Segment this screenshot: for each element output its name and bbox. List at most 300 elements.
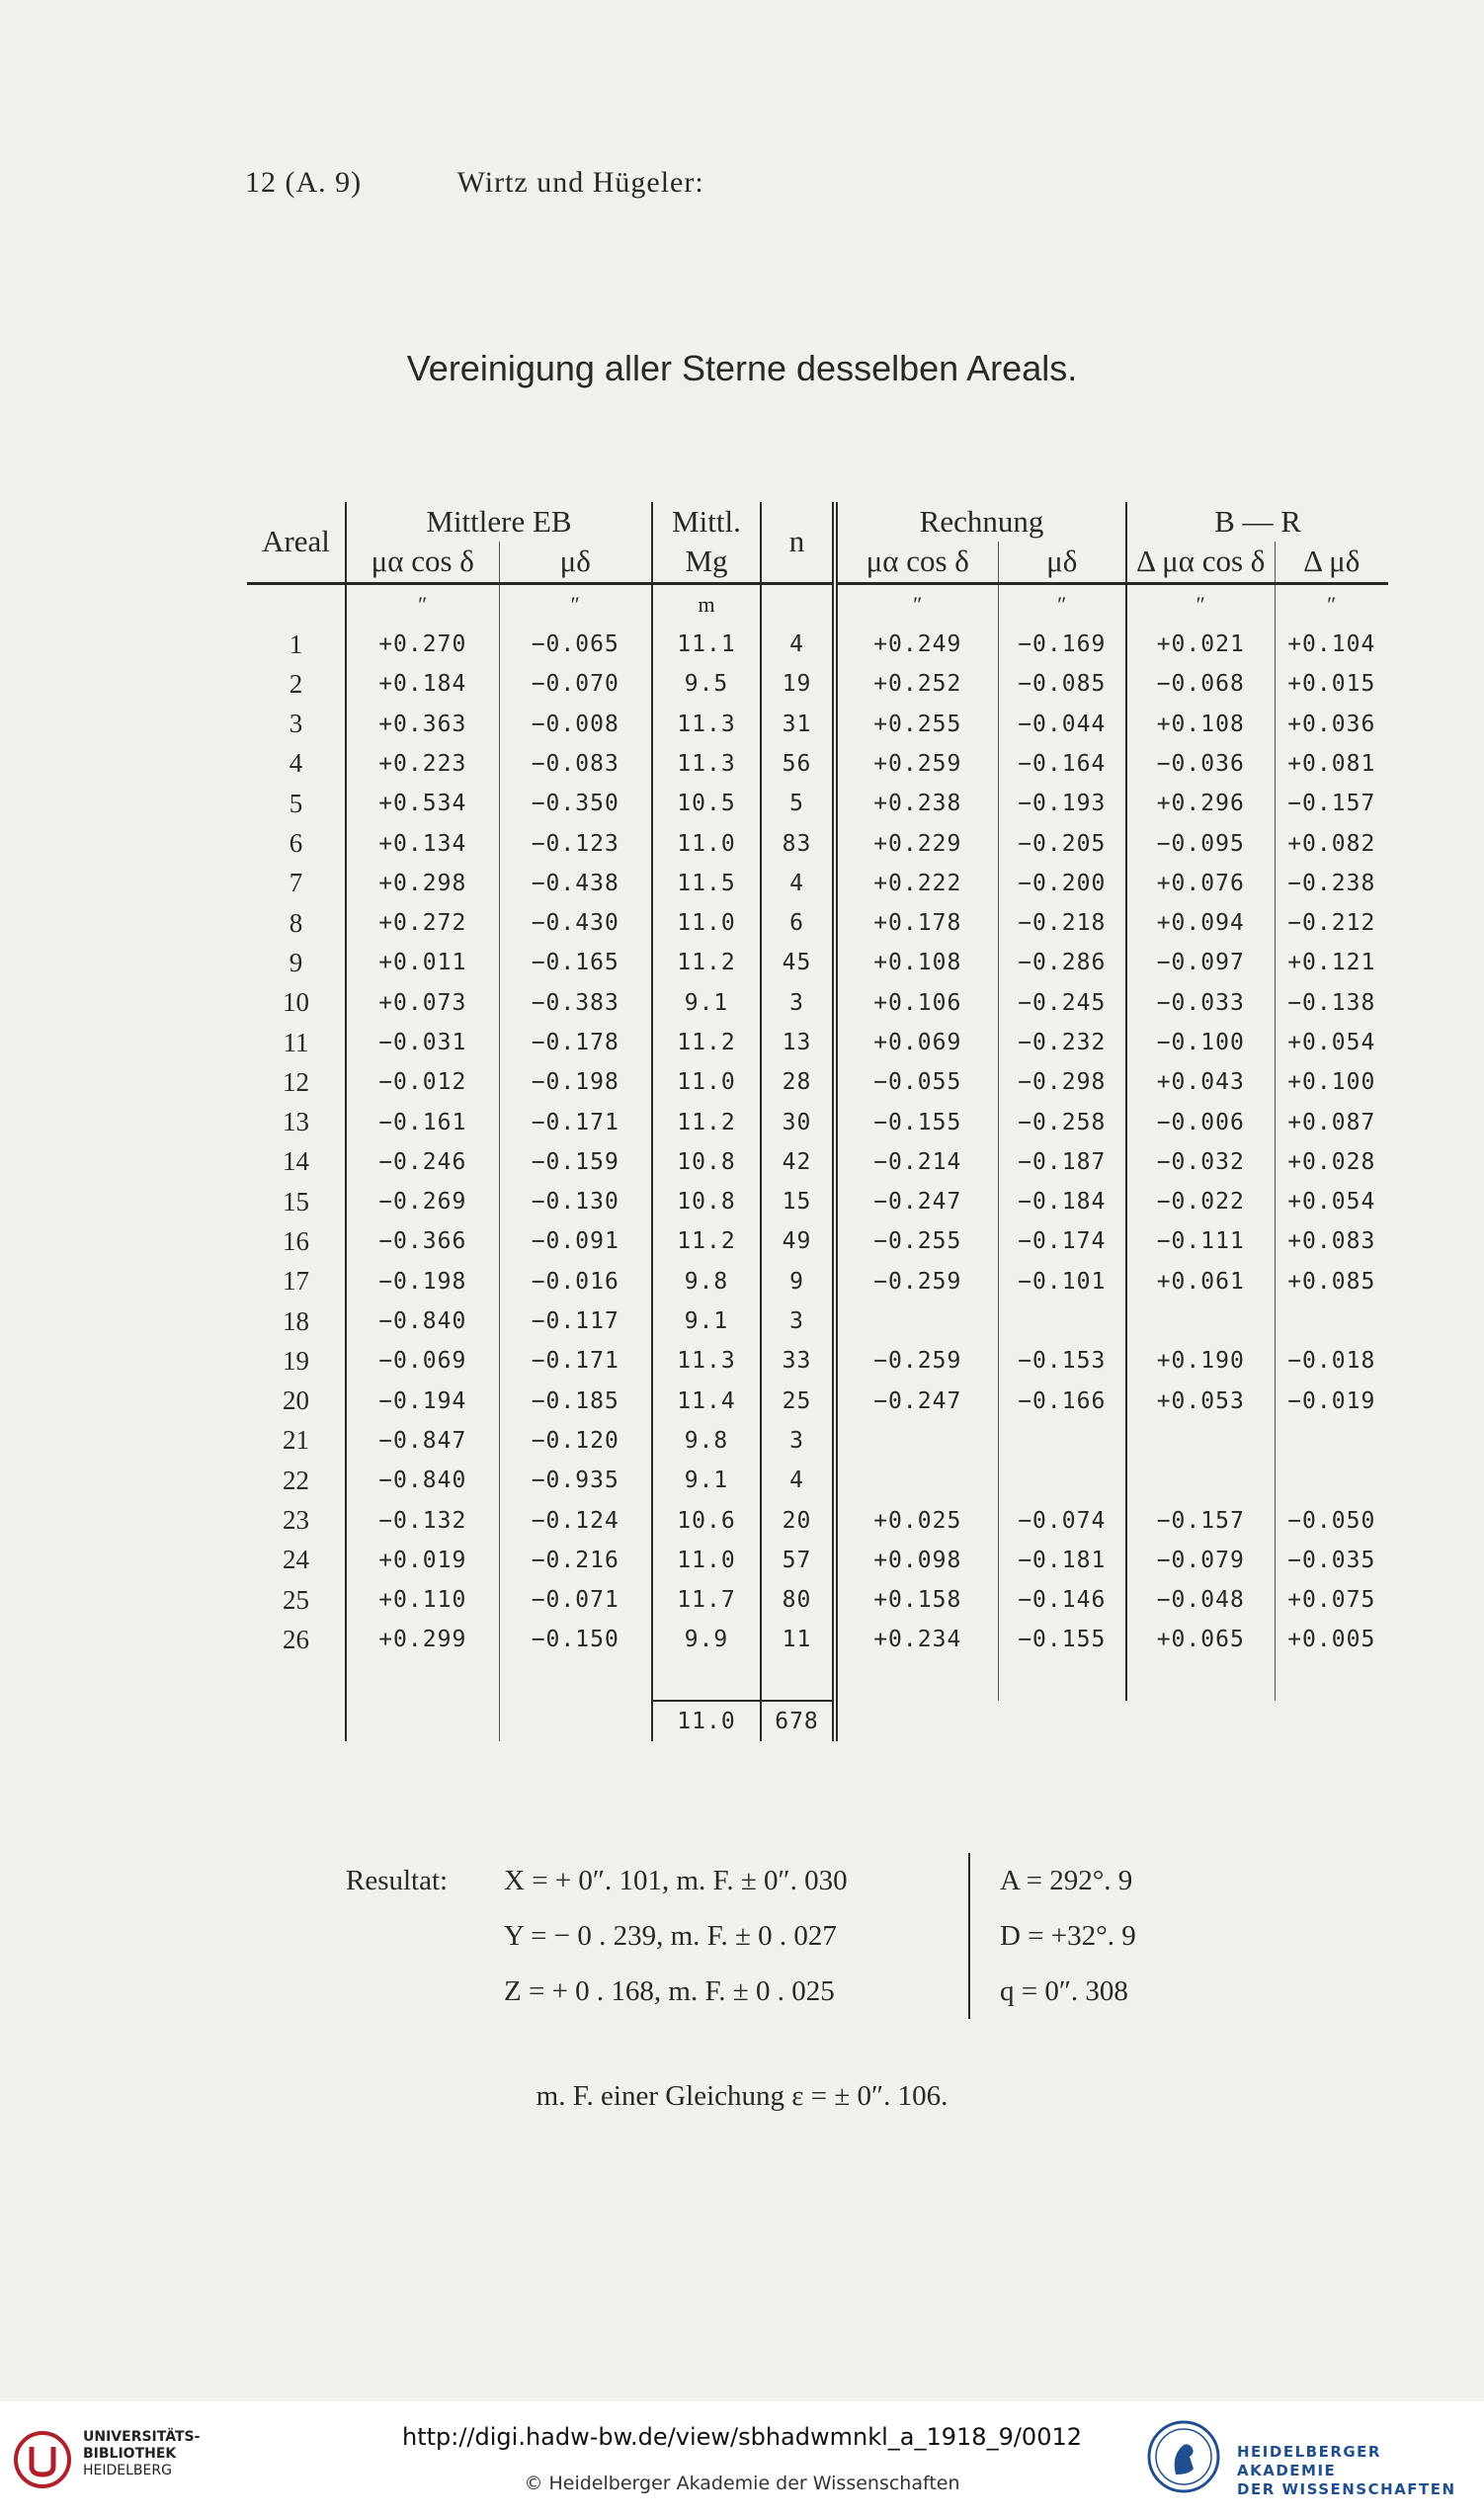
eb-mu-alpha: −0.840 [346, 1461, 499, 1500]
star-count: 4 [761, 1461, 835, 1500]
areal-number: 2 [289, 668, 303, 699]
diff-mu-delta: +0.082 [1275, 823, 1388, 863]
star-count: 49 [761, 1221, 835, 1261]
header-mu-alpha: μα cos δ [346, 542, 499, 583]
calc-mu-alpha [835, 1421, 998, 1461]
ub-line: BIBLIOTHEK [83, 2446, 177, 2462]
star-count: 3 [761, 1301, 835, 1341]
result-line [346, 1964, 1217, 2019]
table-row [247, 1580, 1388, 1620]
result-block [346, 1853, 1217, 2019]
calc-mu-delta: −0.286 [998, 943, 1126, 982]
eb-mu-delta: −0.198 [499, 1062, 652, 1102]
eb-mu-alpha: +0.019 [346, 1541, 499, 1580]
eb-mu-alpha: +0.270 [346, 625, 499, 664]
calc-mu-delta: −0.258 [998, 1102, 1126, 1141]
calc-mu-delta: −0.181 [998, 1541, 1126, 1580]
star-count: 5 [761, 784, 835, 823]
areal-number: 10 [283, 987, 309, 1018]
star-count: 83 [761, 823, 835, 863]
calc-mu-delta: −0.218 [998, 903, 1126, 943]
diff-mu-alpha: +0.296 [1126, 784, 1275, 823]
eb-mu-delta: −0.124 [499, 1500, 652, 1540]
header-diff-mu-alpha: Δ μα cos δ [1126, 542, 1275, 583]
eb-mu-alpha: −0.031 [346, 1023, 499, 1062]
eb-mu-alpha: −0.069 [346, 1341, 499, 1381]
source-url-link[interactable]: http://digi.hadw-bw.de/view/sbhadwmnkl_a_1918_9/0012 [401, 2423, 1083, 2451]
result-expr-y: Y = − 0 . 239, m. F. ± 0 . 027 [504, 1920, 837, 1952]
areal-number: 21 [283, 1425, 309, 1456]
mean-mg: 11.2 [652, 943, 761, 982]
eb-mu-delta: −0.070 [499, 664, 652, 704]
areal-number: 18 [283, 1305, 309, 1336]
calc-mu-delta [998, 1421, 1126, 1461]
table-row [247, 1023, 1388, 1062]
mean-mg: 9.8 [652, 1262, 761, 1301]
diff-mu-delta: +0.081 [1275, 744, 1388, 784]
table-row [247, 864, 1388, 903]
unit-label: ″ [835, 583, 998, 625]
star-count: 30 [761, 1102, 835, 1141]
table-row [247, 1541, 1388, 1580]
ub-line: HEIDELBERG [83, 2463, 172, 2478]
eb-mu-alpha: +0.299 [346, 1620, 499, 1659]
areal-number: 11 [283, 1027, 309, 1057]
eb-mu-delta: −0.383 [499, 983, 652, 1023]
diff-mu-alpha: −0.079 [1126, 1541, 1275, 1580]
calc-mu-alpha: +0.252 [835, 664, 998, 704]
calc-mu-alpha: −0.247 [835, 1182, 998, 1221]
diff-mu-delta: +0.005 [1275, 1620, 1388, 1659]
diff-mu-delta: +0.015 [1275, 664, 1388, 704]
calc-mu-delta: −0.074 [998, 1500, 1126, 1540]
areal-number: 4 [289, 748, 303, 779]
table-row [247, 823, 1388, 863]
mean-mg: 11.2 [652, 1023, 761, 1062]
diff-mu-delta: −0.050 [1275, 1500, 1388, 1540]
diff-mu-alpha: −0.068 [1126, 664, 1275, 704]
calc-mu-delta: −0.174 [998, 1221, 1126, 1261]
mean-mg: 11.0 [652, 1062, 761, 1102]
areal-number: 6 [289, 828, 303, 859]
areal-number: 17 [283, 1266, 309, 1297]
star-count: 33 [761, 1341, 835, 1381]
diff-mu-alpha: +0.065 [1126, 1620, 1275, 1659]
eb-mu-alpha: +0.534 [346, 784, 499, 823]
mean-mg: 11.3 [652, 1341, 761, 1381]
diff-mu-alpha: −0.111 [1126, 1221, 1275, 1261]
diff-mu-alpha: −0.048 [1126, 1580, 1275, 1620]
areal-number: 24 [283, 1545, 309, 1575]
table-row [247, 784, 1388, 823]
areal-number: 22 [283, 1465, 309, 1495]
calc-mu-delta: −0.205 [998, 823, 1126, 863]
mean-mg: 11.0 [652, 903, 761, 943]
diff-mu-alpha: −0.157 [1126, 1500, 1275, 1540]
eb-mu-delta: −0.159 [499, 1142, 652, 1182]
calc-mu-alpha: +0.178 [835, 903, 998, 943]
diff-mu-alpha: +0.021 [1126, 625, 1275, 664]
diff-mu-delta: +0.100 [1275, 1062, 1388, 1102]
star-count: 56 [761, 744, 835, 784]
star-count: 25 [761, 1382, 835, 1421]
diff-mu-delta: +0.075 [1275, 1580, 1388, 1620]
mean-mg: 10.8 [652, 1142, 761, 1182]
star-count: 42 [761, 1142, 835, 1182]
calc-mu-delta: −0.085 [998, 664, 1126, 704]
eb-mu-delta: −0.171 [499, 1102, 652, 1141]
calc-mu-delta: −0.187 [998, 1142, 1126, 1182]
diff-mu-delta: −0.157 [1275, 784, 1388, 823]
running-header [245, 166, 704, 200]
mean-mg: 11.2 [652, 1102, 761, 1141]
eb-mu-delta: −0.150 [499, 1620, 652, 1659]
calc-mu-delta: −0.164 [998, 744, 1126, 784]
diff-mu-alpha: +0.043 [1126, 1062, 1275, 1102]
eb-mu-delta: −0.123 [499, 823, 652, 863]
diff-mu-alpha: −0.032 [1126, 1142, 1275, 1182]
areal-number: 16 [283, 1225, 309, 1256]
mean-mg: 9.9 [652, 1620, 761, 1659]
areal-number: 25 [283, 1584, 309, 1615]
mean-mg: 9.1 [652, 983, 761, 1023]
calc-mu-delta: −0.155 [998, 1620, 1126, 1659]
header-authors: Wirtz und Hügeler: [456, 166, 704, 199]
diff-mu-alpha: −0.022 [1126, 1182, 1275, 1221]
calc-mu-alpha: −0.259 [835, 1341, 998, 1381]
diff-mu-alpha [1126, 1421, 1275, 1461]
mean-mg: 9.8 [652, 1421, 761, 1461]
diff-mu-delta: −0.019 [1275, 1382, 1388, 1421]
diff-mu-alpha: −0.100 [1126, 1023, 1275, 1062]
diff-mu-delta: +0.121 [1275, 943, 1388, 982]
areal-number: 13 [283, 1107, 309, 1137]
table-row [247, 1142, 1388, 1182]
eb-mu-alpha: +0.184 [346, 664, 499, 704]
areal-number: 7 [289, 868, 303, 898]
table-row [247, 1182, 1388, 1221]
mean-mg: 11.5 [652, 864, 761, 903]
result-line [346, 1853, 1217, 1908]
areal-table [247, 502, 1388, 1741]
calc-mu-delta: −0.044 [998, 704, 1126, 743]
calc-mu-delta: −0.200 [998, 864, 1126, 903]
result-side-q: q = 0″. 308 [968, 1964, 1217, 2019]
diff-mu-alpha: −0.097 [1126, 943, 1275, 982]
eb-mu-alpha: −0.198 [346, 1262, 499, 1301]
diff-mu-delta: +0.036 [1275, 704, 1388, 743]
copyright-text: © Heidelberger Akademie der Wissenschaften [524, 2473, 960, 2494]
eb-mu-delta: −0.185 [499, 1382, 652, 1421]
areal-number: 5 [289, 788, 303, 818]
diff-mu-delta: +0.083 [1275, 1221, 1388, 1261]
areal-number: 20 [283, 1385, 309, 1416]
diff-mu-delta: −0.212 [1275, 903, 1388, 943]
eb-mu-alpha: −0.012 [346, 1062, 499, 1102]
unit-label: m [652, 583, 761, 625]
spacer-row [247, 1660, 1388, 1701]
eb-mu-delta: −0.216 [499, 1541, 652, 1580]
areal-number: 26 [283, 1624, 309, 1654]
footer-bar [0, 2401, 1484, 2517]
star-count: 28 [761, 1062, 835, 1102]
mean-mg: 11.4 [652, 1382, 761, 1421]
table-row [247, 1421, 1388, 1461]
eb-mu-alpha: −0.269 [346, 1182, 499, 1221]
diff-mu-delta: −0.138 [1275, 983, 1388, 1023]
header-areal: Areal [247, 502, 346, 583]
mean-mg: 9.5 [652, 664, 761, 704]
table-row [247, 943, 1388, 982]
calc-mu-alpha: +0.108 [835, 943, 998, 982]
diff-mu-alpha: −0.006 [1126, 1102, 1275, 1141]
calc-mu-delta: −0.146 [998, 1580, 1126, 1620]
calc-mu-alpha: +0.259 [835, 744, 998, 784]
mean-mg: 11.2 [652, 1221, 761, 1261]
header-mittlere-eb: Mittlere EB [346, 502, 652, 542]
mean-mg: 11.1 [652, 625, 761, 664]
table-row [247, 1341, 1388, 1381]
star-count: 4 [761, 864, 835, 903]
eb-mu-delta: −0.083 [499, 744, 652, 784]
calc-mu-delta: −0.193 [998, 784, 1126, 823]
diff-mu-delta: −0.035 [1275, 1541, 1388, 1580]
mean-mg: 11.0 [652, 1541, 761, 1580]
star-count: 45 [761, 943, 835, 982]
star-count: 31 [761, 704, 835, 743]
table-row [247, 744, 1388, 784]
areal-number: 15 [283, 1186, 309, 1217]
table-row [247, 1620, 1388, 1659]
header-calc-mu-alpha: μα cos δ [835, 542, 998, 583]
table-body [247, 583, 1388, 1660]
calc-mu-alpha: +0.234 [835, 1620, 998, 1659]
calc-mu-alpha: −0.259 [835, 1262, 998, 1301]
calc-mu-alpha: +0.229 [835, 823, 998, 863]
diff-mu-alpha: +0.076 [1126, 864, 1275, 903]
table-row [247, 1461, 1388, 1500]
calc-mu-alpha: −0.155 [835, 1102, 998, 1141]
areal-number: 1 [289, 629, 303, 659]
header-rechnung: Rechnung [835, 502, 1126, 542]
result-side-d: D = +32°. 9 [968, 1908, 1217, 1964]
unit-label: ″ [998, 583, 1126, 625]
eb-mu-alpha: +0.110 [346, 1580, 499, 1620]
star-count: 3 [761, 983, 835, 1023]
diff-mu-delta: −0.238 [1275, 864, 1388, 903]
areal-number: 3 [289, 709, 303, 739]
star-count: 19 [761, 664, 835, 704]
calc-mu-alpha: −0.214 [835, 1142, 998, 1182]
equation-error-line: m. F. einer Gleichung ε = ± 0″. 106. [536, 2080, 948, 2112]
unit-label: ″ [346, 583, 499, 625]
calc-mu-alpha: +0.249 [835, 625, 998, 664]
star-count: 9 [761, 1262, 835, 1301]
mean-mg: 11.0 [652, 823, 761, 863]
diff-mu-delta: +0.028 [1275, 1142, 1388, 1182]
table-row [247, 704, 1388, 743]
calc-mu-alpha [835, 1461, 998, 1500]
eb-mu-alpha: −0.840 [346, 1301, 499, 1341]
unit-label: ″ [1275, 583, 1388, 625]
calc-mu-alpha: −0.055 [835, 1062, 998, 1102]
mean-mg: 11.3 [652, 704, 761, 743]
areal-number: 23 [283, 1505, 309, 1536]
table-row [247, 625, 1388, 664]
diff-mu-delta: +0.104 [1275, 625, 1388, 664]
unit-label: ″ [499, 583, 652, 625]
header-b-r: B — R [1126, 502, 1388, 542]
table-row [247, 1221, 1388, 1261]
calc-mu-delta: −0.166 [998, 1382, 1126, 1421]
calc-mu-alpha: +0.222 [835, 864, 998, 903]
eb-mu-delta: −0.117 [499, 1301, 652, 1341]
eb-mu-delta: −0.935 [499, 1461, 652, 1500]
eb-mu-alpha: +0.363 [346, 704, 499, 743]
academy-name [1237, 2443, 1484, 2499]
diff-mu-delta [1275, 1461, 1388, 1500]
table-row [247, 1262, 1388, 1301]
mean-mg: 11.3 [652, 744, 761, 784]
table-row [247, 1500, 1388, 1540]
eb-mu-alpha: +0.134 [346, 823, 499, 863]
mean-mg: 10.8 [652, 1182, 761, 1221]
diff-mu-alpha: +0.190 [1126, 1341, 1275, 1381]
star-count: 80 [761, 1580, 835, 1620]
calc-mu-delta: −0.184 [998, 1182, 1126, 1221]
areal-number: 19 [283, 1345, 309, 1376]
eb-mu-alpha: −0.366 [346, 1221, 499, 1261]
table-row [247, 983, 1388, 1023]
table-row [247, 1382, 1388, 1421]
eb-mu-alpha: +0.298 [346, 864, 499, 903]
calc-mu-delta: −0.169 [998, 625, 1126, 664]
calc-mu-delta: −0.153 [998, 1341, 1126, 1381]
table-row [247, 664, 1388, 704]
diff-mu-delta [1275, 1421, 1388, 1461]
eb-mu-alpha: +0.272 [346, 903, 499, 943]
calc-mu-delta: −0.232 [998, 1023, 1126, 1062]
diff-mu-delta: +0.087 [1275, 1102, 1388, 1141]
calc-mu-alpha: +0.238 [835, 784, 998, 823]
calc-mu-delta [998, 1301, 1126, 1341]
areal-number: 8 [289, 907, 303, 938]
areal-number: 9 [289, 947, 303, 977]
ha-line: HEIDELBERGER AKADEMIE [1237, 2443, 1381, 2479]
diff-mu-alpha: +0.108 [1126, 704, 1275, 743]
eb-mu-delta: −0.178 [499, 1023, 652, 1062]
calc-mu-delta: −0.245 [998, 983, 1126, 1023]
star-count: 15 [761, 1182, 835, 1221]
table-row [247, 1301, 1388, 1341]
academy-seal-icon [1146, 2419, 1221, 2494]
diff-mu-alpha: +0.061 [1126, 1262, 1275, 1301]
ub-line: UNIVERSITÄTS- [83, 2429, 201, 2445]
result-expr-z: Z = + 0 . 168, m. F. ± 0 . 025 [504, 1975, 835, 2007]
mean-mg: 11.7 [652, 1580, 761, 1620]
diff-mu-delta: +0.054 [1275, 1182, 1388, 1221]
mean-mg: 10.5 [652, 784, 761, 823]
diff-mu-delta: +0.054 [1275, 1023, 1388, 1062]
diff-mu-delta [1275, 1301, 1388, 1341]
eb-mu-delta: −0.350 [499, 784, 652, 823]
result-expr-x: X = + 0″. 101, m. F. ± 0″. 030 [504, 1865, 848, 1896]
eb-mu-delta: −0.120 [499, 1421, 652, 1461]
eb-mu-delta: −0.171 [499, 1341, 652, 1381]
calc-mu-delta: −0.298 [998, 1062, 1126, 1102]
eb-mu-delta: −0.016 [499, 1262, 652, 1301]
calc-mu-alpha: +0.158 [835, 1580, 998, 1620]
star-count: 11 [761, 1620, 835, 1659]
header-mg: Mg [652, 542, 761, 583]
eb-mu-delta: −0.008 [499, 704, 652, 743]
mean-mg: 9.1 [652, 1461, 761, 1500]
calc-mu-alpha: +0.098 [835, 1541, 998, 1580]
star-count: 57 [761, 1541, 835, 1580]
calc-mu-alpha: −0.247 [835, 1382, 998, 1421]
eb-mu-delta: −0.071 [499, 1580, 652, 1620]
calc-mu-delta [998, 1461, 1126, 1500]
areal-number: 14 [283, 1146, 309, 1177]
diff-mu-alpha: −0.095 [1126, 823, 1275, 863]
eb-mu-alpha: −0.161 [346, 1102, 499, 1141]
calc-mu-alpha: −0.255 [835, 1221, 998, 1261]
page-title: Vereinigung aller Sterne desselben Areals. [406, 348, 1078, 388]
mean-mg: 9.1 [652, 1301, 761, 1341]
eb-mu-delta: −0.430 [499, 903, 652, 943]
areal-number: 12 [283, 1066, 309, 1097]
result-side-a: A = 292°. 9 [968, 1853, 1217, 1908]
star-count: 3 [761, 1421, 835, 1461]
header-mu-delta: μδ [499, 542, 652, 583]
eb-mu-delta: −0.091 [499, 1221, 652, 1261]
result-label: Resultat: [346, 1865, 449, 1896]
diff-mu-alpha: +0.094 [1126, 903, 1275, 943]
star-count: 4 [761, 625, 835, 664]
calc-mu-alpha: +0.069 [835, 1023, 998, 1062]
header-diff-mu-delta: Δ μδ [1275, 542, 1388, 583]
eb-mu-delta: −0.065 [499, 625, 652, 664]
diff-mu-alpha: −0.033 [1126, 983, 1275, 1023]
calc-mu-alpha: +0.025 [835, 1500, 998, 1540]
eb-mu-delta: −0.165 [499, 943, 652, 982]
eb-mu-alpha: +0.223 [346, 744, 499, 784]
header-mittl: Mittl. [652, 502, 761, 542]
eb-mu-delta: −0.130 [499, 1182, 652, 1221]
totals-row [247, 1701, 1388, 1741]
header-calc-mu-delta: μδ [998, 542, 1126, 583]
diff-mu-delta: +0.085 [1275, 1262, 1388, 1301]
header-n: n [761, 502, 835, 583]
table-row [247, 1102, 1388, 1141]
eb-mu-alpha: +0.073 [346, 983, 499, 1023]
eb-mu-delta: −0.438 [499, 864, 652, 903]
eb-mu-alpha: −0.194 [346, 1382, 499, 1421]
diff-mu-alpha [1126, 1461, 1275, 1500]
table-row [247, 1062, 1388, 1102]
result-line [346, 1908, 1217, 1964]
page-number-label: 12 (A. 9) [245, 166, 363, 199]
calc-mu-alpha: +0.255 [835, 704, 998, 743]
calc-mu-alpha: +0.106 [835, 983, 998, 1023]
units-row [247, 583, 1388, 625]
eb-mu-alpha: −0.246 [346, 1142, 499, 1182]
diff-mu-alpha [1126, 1301, 1275, 1341]
total-n: 678 [761, 1701, 835, 1741]
star-count: 13 [761, 1023, 835, 1062]
star-count: 6 [761, 903, 835, 943]
diff-mu-alpha: −0.036 [1126, 744, 1275, 784]
